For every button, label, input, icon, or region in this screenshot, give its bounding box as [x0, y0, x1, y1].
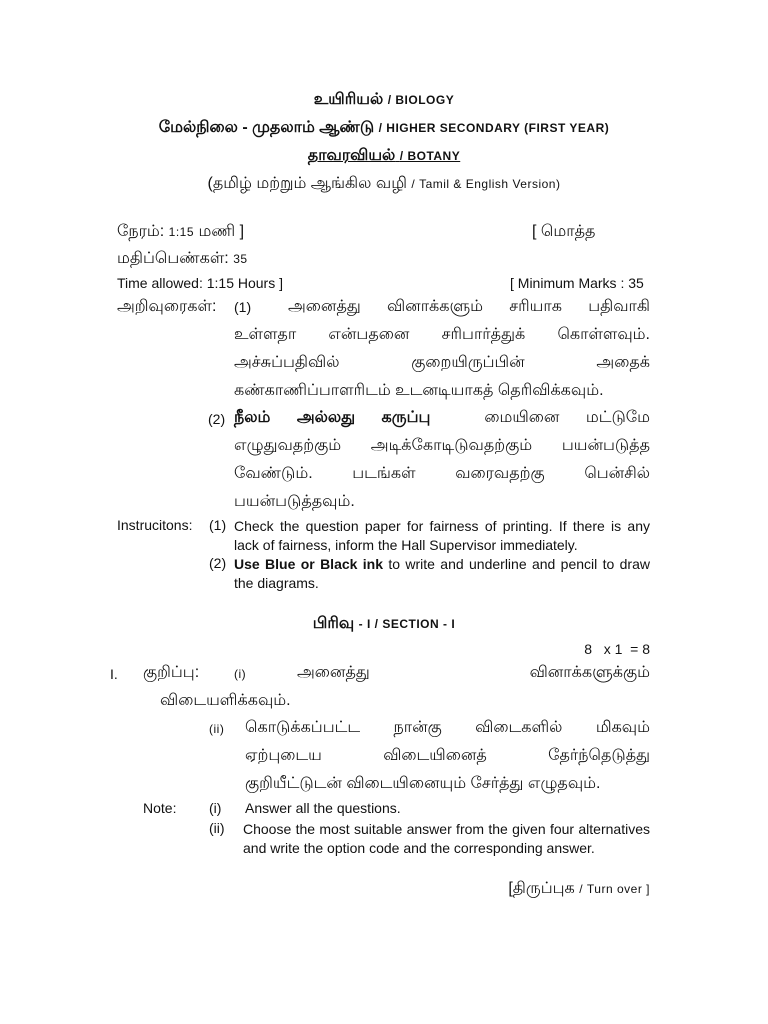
time-allowed-en: Time allowed: 1:15 Hours ] — [117, 275, 283, 291]
instr-ta-line-2d: பயன்படுத்தவும். — [234, 493, 355, 510]
part-number: I. — [110, 666, 118, 682]
marks-label2-ta: மதிப்பெண்கள்: — [117, 250, 229, 267]
turn-over — [508, 879, 650, 899]
time-value-ta: 1:15 — [168, 225, 195, 239]
medium-en: / Tamil & English Version) — [411, 177, 561, 191]
section-en: - I / SECTION - I — [358, 617, 456, 631]
instr-ta-line-1d: கண்காணிப்பாளரிடம் உடனடியாகத் தெரிவிக்கவும். — [234, 382, 604, 399]
subject-en: / BIOLOGY — [387, 93, 455, 107]
instr-ta-num-1: (1) — [234, 299, 252, 315]
part-ii-ta-a: கொடுக்கப்பட்ட நான்கு விடைகளில் மிகவும் — [245, 719, 650, 736]
note-i-text: Answer all the questions. — [245, 800, 401, 816]
part-i-ta-b: வினாக்களுக்கும் — [529, 664, 650, 681]
time-ta — [117, 222, 244, 242]
instructions-label-ta: அறிவுரைகள்: — [117, 298, 217, 315]
medium-line — [0, 174, 768, 194]
subject-title — [0, 90, 768, 110]
section-heading — [0, 614, 768, 634]
subject-ta: உயிரியல் — [313, 91, 384, 108]
instr-en-rest: to write and underline and pencil to draw the diagrams. — [234, 556, 650, 591]
instr-ta-line-2a — [234, 408, 650, 428]
turn-over-en: / Turn over ] — [579, 882, 650, 896]
min-marks-en: [ Minimum Marks : 35 — [510, 275, 644, 291]
part-label-ta: குறிப்பு: — [143, 664, 200, 681]
instr-en-text-2 — [234, 555, 650, 593]
instr-en-num-1: (1) — [209, 517, 227, 533]
instr-ta-line-1c: அச்சுப்பதிவில் குறையிருப்பின் அதைக் — [234, 354, 650, 371]
level-en: / HIGHER SECONDARY (FIRST YEAR) — [378, 121, 610, 135]
turn-over-ta: [திருப்புக — [508, 880, 575, 897]
paper-underlined — [308, 147, 460, 164]
part-i-ta-a: அனைத்து — [297, 664, 370, 681]
marks-label-ta: [ மொத்த — [532, 223, 596, 240]
marks-value-ta: 35 — [233, 252, 248, 266]
instr-en-text-1: Check the question paper for fairness of printing. If there is any lack of fairness, inform the Hall Supervisor immediately. — [234, 518, 650, 553]
marks-ta — [117, 249, 248, 269]
level-title — [0, 118, 768, 138]
instr-ta-line-2c: வேண்டும். படங்கள் வரைவதற்கு பென்சில் — [234, 465, 650, 482]
section-marks: 8 x 1 = 8 — [584, 641, 650, 657]
instr-ta-rest: மையினை மட்டுமே — [484, 409, 650, 426]
part-i-num: (i) — [234, 667, 247, 681]
paper-en: / BOTANY — [399, 149, 461, 163]
instr-ta-num-2: (2) — [208, 411, 226, 427]
note-ii-num: (ii) — [209, 820, 225, 836]
time-unit-ta: மணி ] — [198, 223, 245, 240]
note-i-num: (i) — [209, 800, 222, 816]
level-ta: மேல்நிலை - முதலாம் ஆண்டு — [158, 119, 375, 136]
paper-ta: தாவரவியல் — [307, 147, 396, 164]
instructions-label-en: Instrucitons: — [117, 517, 193, 533]
part-i-ta-c: விடையளிக்கவும். — [160, 692, 291, 709]
part-ii-ta-c: குறியீட்டுடன் விடையினையும் சேர்த்து எழுதவும். — [245, 775, 601, 792]
part-ii-ta-b: ஏற்புடைய விடையினைத் தேர்ந்தெடுத்து — [245, 747, 650, 764]
instr-en-num-2: (2) — [209, 555, 227, 571]
instr-ta-bold: நீலம் அல்லது கருப்பு — [234, 409, 431, 426]
instr-ta-line-2b: எழுதுவதற்கும் அடிக்கோடிடுவதற்கும் பயன்படுத்த — [234, 437, 650, 454]
paper-title — [0, 146, 768, 166]
part-ii-num: (ii) — [209, 722, 225, 736]
note-label: Note: — [143, 800, 177, 816]
instr-ta-line-1a: அனைத்து வினாக்களும் சரியாக பதிவாகி — [288, 298, 650, 315]
note-ii-text: Choose the most suitable answer from the given four alternatives and write the option code and the corresponding answer. — [243, 821, 650, 856]
medium-ta: (தமிழ் மற்றும் ஆங்கில வழி — [207, 175, 407, 192]
time-label-ta: நேரம்: — [117, 223, 165, 240]
instr-en-bold: Use Blue or Black ink — [234, 556, 384, 572]
section-ta: பிரிவு — [312, 615, 355, 632]
instr-ta-line-1b: உள்ளதா என்பதனை சரிபார்த்துக் கொள்ளவும். — [234, 326, 650, 343]
